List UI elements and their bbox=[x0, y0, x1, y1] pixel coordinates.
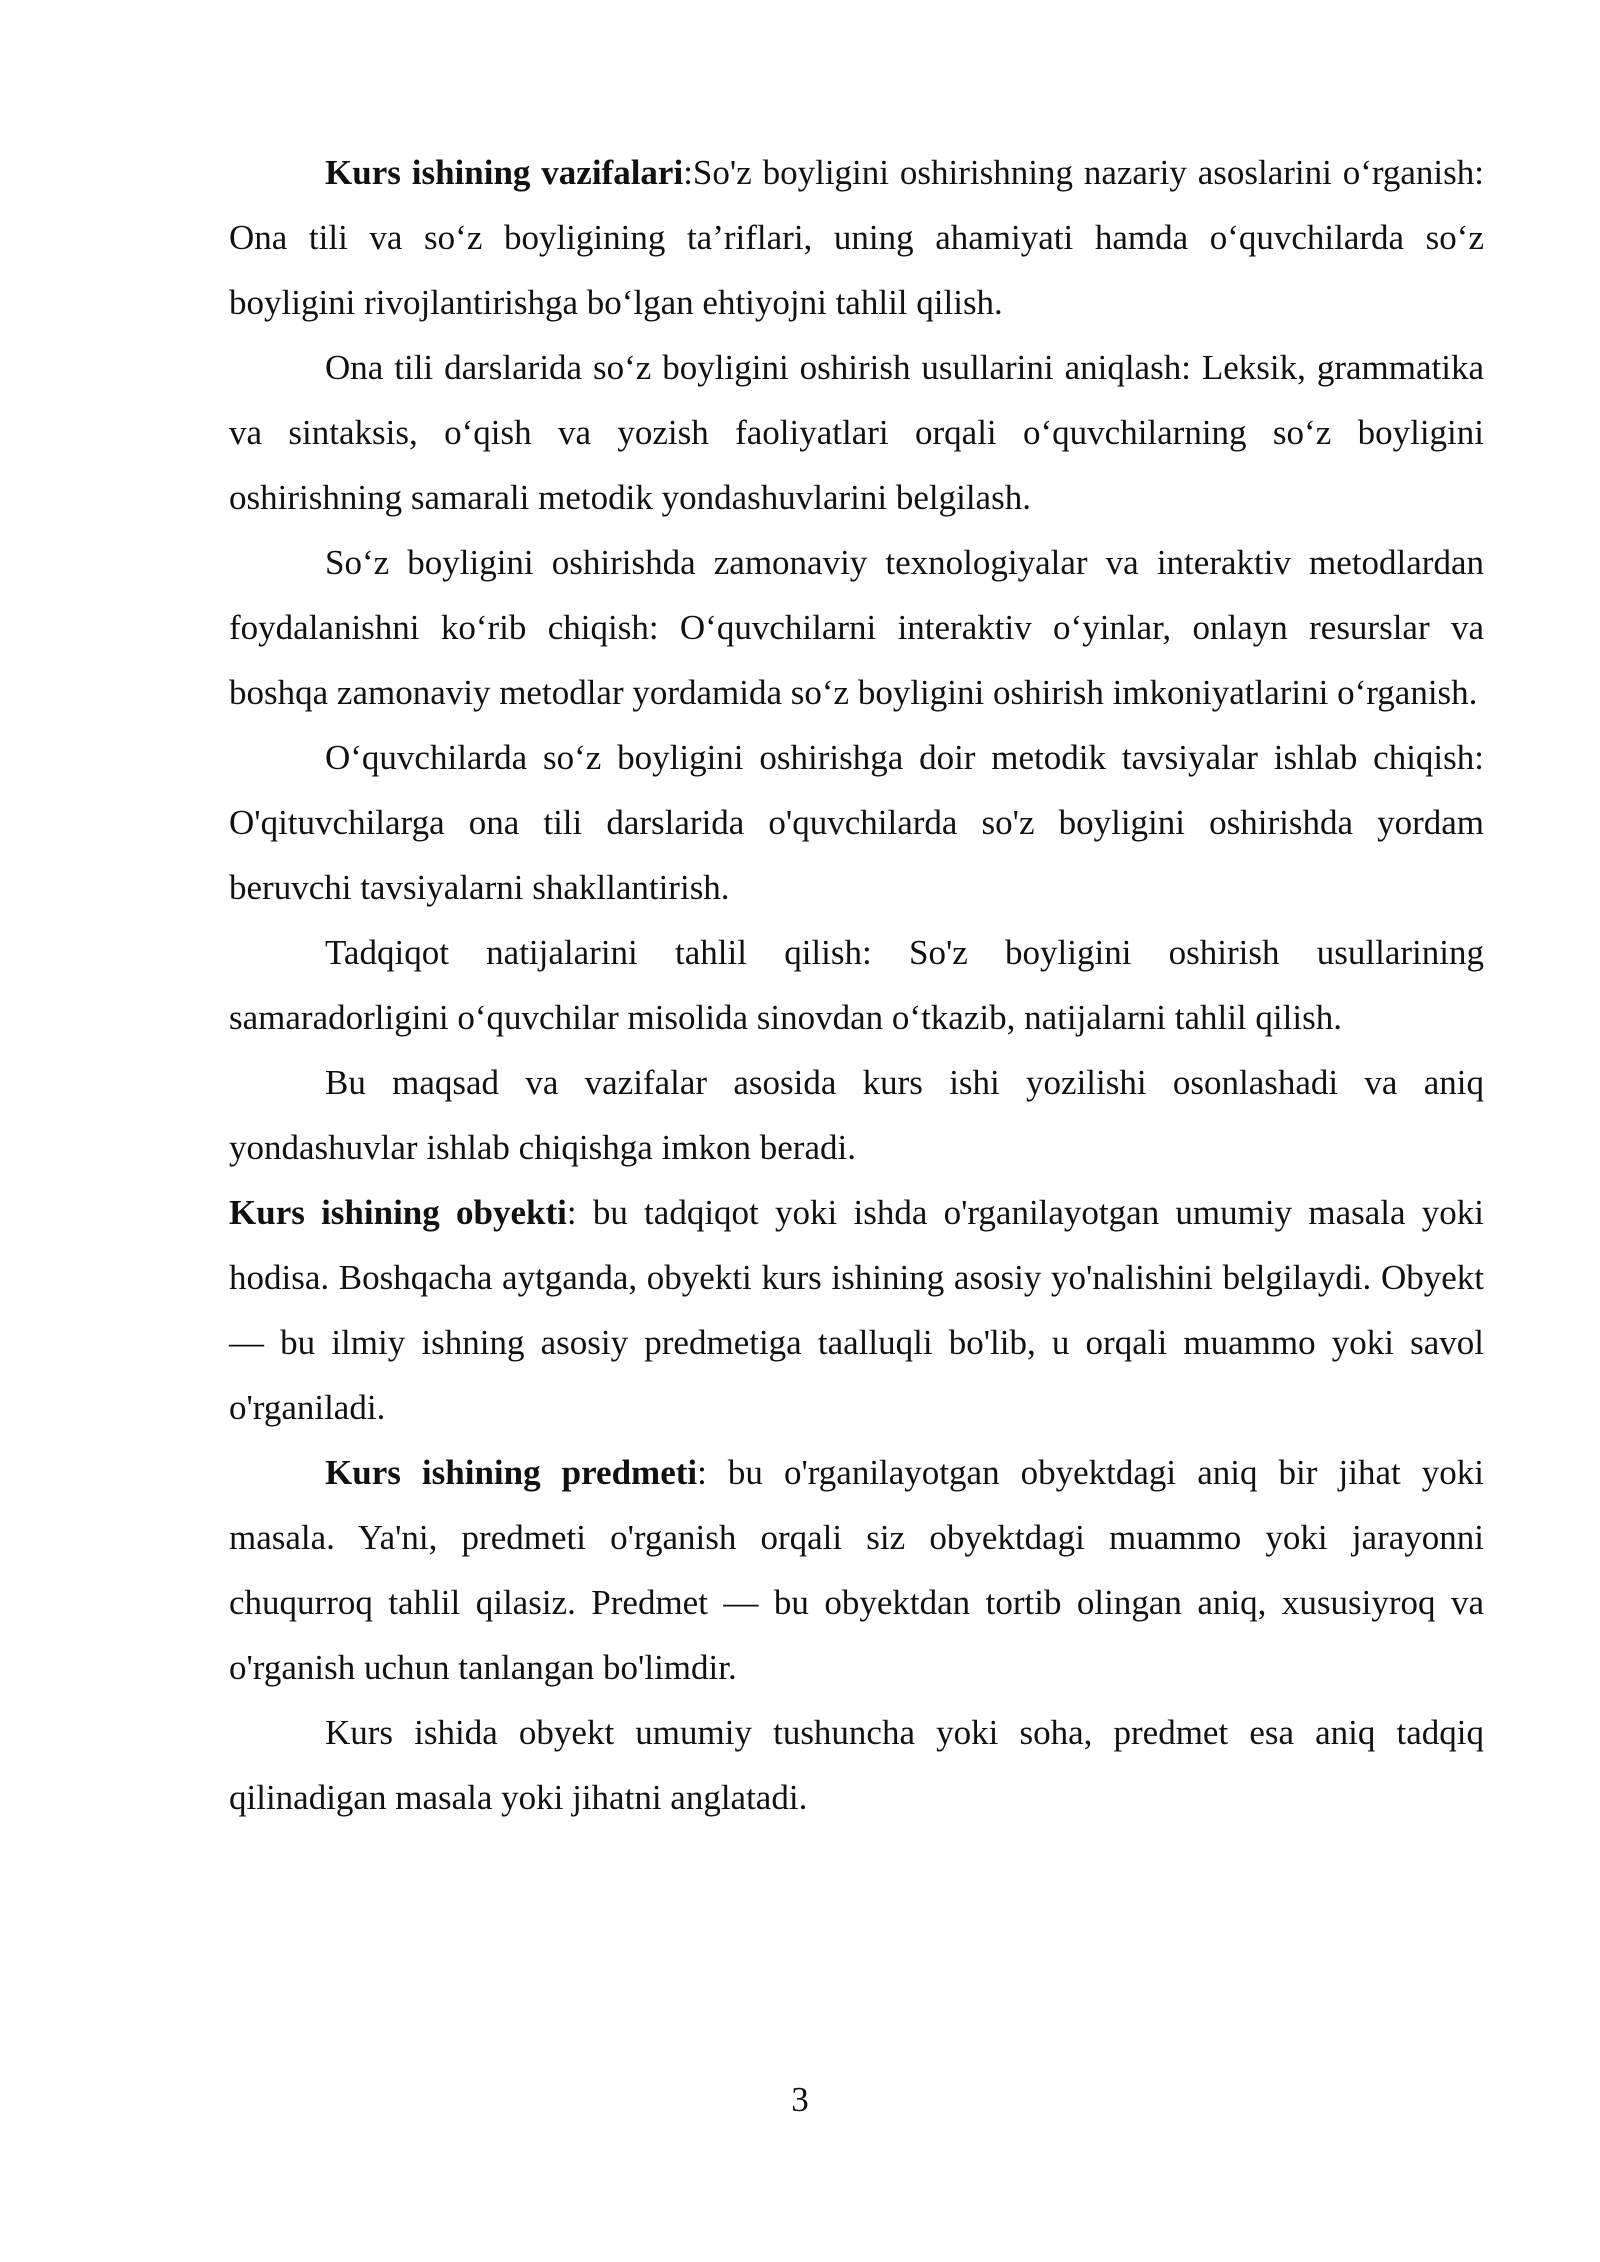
paragraph-text: So‘z boyligini oshirishda zamonaviy texnologiyalar va interaktiv metodlardan foydalanishni ko‘rib chiqish: O‘quvchilarni interaktiv o‘yinlar, onlayn resurslar va boshqa zamonaviy metodlar yordamida so‘z boyligini oshirish imkoniyatlarini o‘rganish. bbox=[229, 543, 1484, 712]
paragraph-xulosa bbox=[229, 1700, 1484, 1830]
paragraph-predmeti bbox=[229, 1440, 1484, 1700]
paragraph-text: Kurs ishida obyekt umumiy tushuncha yoki soha, predmet esa aniq tadqiq qilinadigan masala yoki jihatni anglatadi. bbox=[229, 1713, 1484, 1817]
paragraph-text: O‘quvchilarda so‘z boyligini oshirishga doir metodik tavsiyalar ishlab chiqish: O'qituvchilarga ona tili darslarida o'quvchilarda so'z boyligini oshirishda yordam beruvchi tavsiyalarni shakllantirish. bbox=[229, 738, 1484, 907]
paragraph-text: Tadqiqot natijalarini tahlil qilish: So'z boyligini oshirish usullarining samaradorligini o‘quvchilar misolida sinovdan o‘tkazib, natijalarni tahlil qilish. bbox=[229, 933, 1484, 1037]
paragraph-vazifalari bbox=[229, 140, 1484, 335]
paragraph-text: Bu maqsad va vazifalar asosida kurs ishi yozilishi osonlashadi va aniq yondashuvlar ishlab chiqishga imkon beradi. bbox=[229, 1063, 1484, 1167]
document-body bbox=[229, 140, 1484, 1830]
page-number: 3 bbox=[791, 2080, 809, 2119]
paragraph-text: Ona tili darslarida so‘z boyligini oshirish usullarini aniqlash: Leksik, grammatika va sintaksis, o‘qish va yozish faoliyatlari orqali o‘quvchilarning so‘z boyligini oshirishning samarali metodik yondashuvlarini belgilash. bbox=[229, 348, 1484, 517]
paragraph-text: : bu o'rganilayotgan obyektdagi aniq bir jihat yoki masala. Ya'ni, predmeti o'rganish orqali siz obyektdagi muammo yoki jarayonni chuqurroq tahlil qilasiz. Predmet — bu obyektdan tortib olingan aniq, xususiyroq va o'rganish uchun tanlangan bo'limdir. bbox=[229, 1453, 1484, 1687]
paragraph-obyekti bbox=[229, 1180, 1484, 1440]
paragraph-text: : bu tadqiqot yoki ishda o'rganilayotgan umumiy masala yoki hodisa. Boshqacha aytganda, obyekti kurs ishining asosiy yo'nalishini belgilaydi. Obyekt — bu ilmiy ishning asosiy predmetiga taalluqli bo'lib, u orqali muammo yoki savol o'rganiladi. bbox=[229, 1193, 1484, 1427]
term-kurs-ishining-predmeti: Kurs ishining predmeti bbox=[325, 1453, 698, 1492]
paragraph-tahlil bbox=[229, 920, 1484, 1050]
term-kurs-ishining-vazifalari: Kurs ishining vazifalari bbox=[325, 153, 684, 192]
paragraph-tavsiyalar bbox=[229, 725, 1484, 920]
paragraph-usullar bbox=[229, 335, 1484, 530]
paragraph-maqsad bbox=[229, 1050, 1484, 1180]
paragraph-texnologiyalar bbox=[229, 530, 1484, 725]
paragraph-text: :So'z boyligini oshirishning nazariy asoslarini o‘rganish: Ona tili va so‘z boyligining ta’riflari, uning ahamiyati hamda o‘quvchilarda so‘z boyligini rivojlantirishga bo‘lgan ehtiyojni tahlil qilish. bbox=[229, 153, 1484, 322]
term-kurs-ishining-obyekti: Kurs ishining obyekti bbox=[229, 1193, 567, 1232]
